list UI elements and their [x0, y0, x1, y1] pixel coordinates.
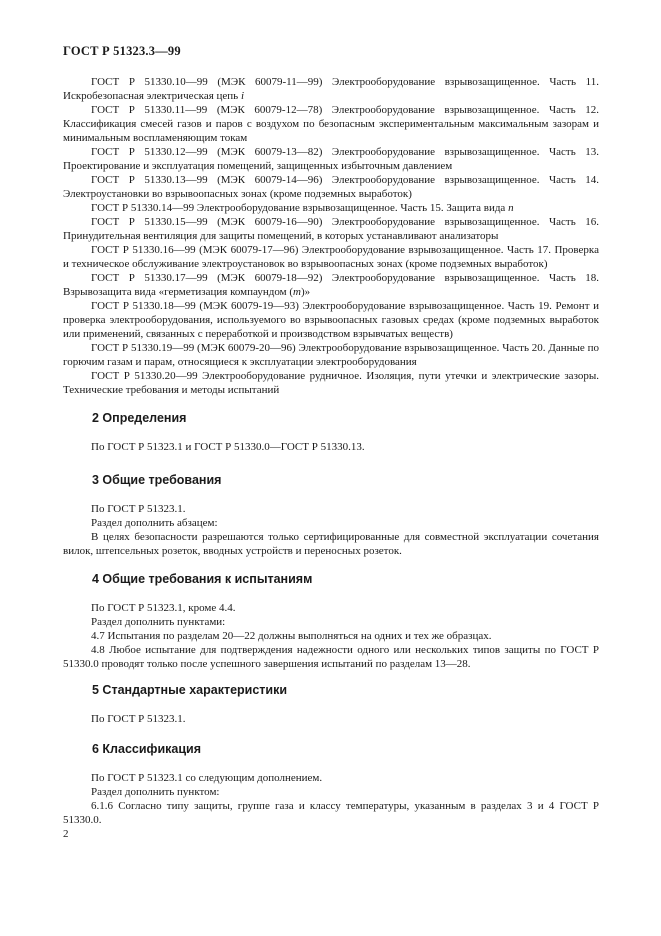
- page-number: 2: [63, 828, 69, 840]
- reference-item: ГОСТ Р 51330.16—99 (МЭК 60079-17—96) Электрооборудование взрывозащищенное. Часть 17. Проверка и техническое обслуживание электроустановок во взрывоопасных зонах (кроме подземных выработок): [63, 244, 599, 270]
- section-body: [63, 502, 599, 558]
- section-classification: [63, 741, 599, 827]
- reference-item: ГОСТ Р 51330.20—99 Электрооборудование рудничное. Изоляция, пути утечки и электрические зазоры. Технические требования и методы испытаний: [63, 370, 599, 396]
- reference-item: ГОСТ Р 51330.17—99 (МЭК 60079-18—92) Электрооборудование взрывозащищенное. Часть 18. Взрывозащита вида «герметизация компаундом (m)»: [63, 272, 599, 298]
- section-paragraph: По ГОСТ Р 51323.1.: [91, 713, 186, 725]
- section-definitions: [63, 410, 599, 454]
- section-paragraph: По ГОСТ Р 51323.1.: [91, 503, 186, 515]
- section-heading: 5 Стандартные характеристики: [92, 683, 288, 697]
- section-paragraph: Раздел дополнить пунктами:: [91, 616, 226, 628]
- section-paragraph: В целях безопасности разрешаются только сертифицированные для совместной эксплуатации сочетания вилок, штепсельных розеток, вводных устройств и переносных розеток.: [63, 531, 599, 557]
- section-standard-characteristics: [63, 682, 599, 726]
- normative-references-list: [63, 75, 599, 397]
- section-body: [63, 712, 599, 726]
- section-heading: 2 Определения: [92, 411, 187, 425]
- section-body: [63, 601, 599, 671]
- reference-item: ГОСТ Р 51330.12—99 (МЭК 60079-13—82) Электрооборудование взрывозащищенное. Часть 13. Проектирование и эксплуатация помещений, защищенных избыточным давлением: [63, 146, 599, 172]
- section-body: [63, 771, 599, 827]
- document-header: ГОСТ Р 51323.3—99: [63, 44, 181, 58]
- section-heading: 4 Общие требования к испытаниям: [92, 572, 313, 586]
- section-paragraph: По ГОСТ Р 51323.1 со следующим дополнением.: [91, 772, 323, 784]
- section-paragraph: Раздел дополнить абзацем:: [91, 517, 218, 529]
- section-body: [63, 440, 599, 454]
- section-paragraph: 6.1.6 Согласно типу защиты, группе газа и классу температуры, указанным в разделах 3 и 4 ГОСТ Р 51330.0.: [63, 800, 599, 826]
- section-general-requirements: [63, 472, 599, 558]
- section-paragraph: По ГОСТ Р 51323.1 и ГОСТ Р 51330.0—ГОСТ Р 51330.13.: [91, 441, 365, 453]
- reference-item: ГОСТ Р 51330.14—99 Электрооборудование взрывозащищенное. Часть 15. Защита вида n: [91, 202, 514, 214]
- reference-item: ГОСТ Р 51330.13—99 (МЭК 60079-14—96) Электрооборудование взрывозащищенное. Часть 14. Электроустановки во взрывоопасных зонах (кроме подземных выработок): [63, 174, 599, 200]
- reference-item: ГОСТ Р 51330.10—99 (МЭК 60079-11—99) Электрооборудование взрывозащищенное. Часть 11. Искробезопасная электрическая цепь i: [63, 76, 599, 102]
- section-paragraph: 4.7 Испытания по разделам 20—22 должны выполняться на одних и тех же образцах.: [91, 630, 492, 642]
- section-heading: 3 Общие требования: [92, 473, 222, 487]
- section-test-requirements: [63, 571, 599, 671]
- section-paragraph: По ГОСТ Р 51323.1, кроме 4.4.: [91, 602, 236, 614]
- reference-item: ГОСТ Р 51330.11—99 (МЭК 60079-12—78) Электрооборудование взрывозащищенное. Часть 12. Классификация смесей газов и паров с воздухом по безопасным экспериментальным максимальным зазорам и минимальным воспламеняющим токам: [63, 104, 599, 144]
- section-paragraph: Раздел дополнить пунктом:: [91, 786, 220, 798]
- section-heading: 6 Классификация: [92, 742, 202, 756]
- section-paragraph: 4.8 Любое испытание для подтверждения надежности одного или нескольких типов защиты по ГОСТ Р 51330.0 проводят только после успешного завершения испытаний по разделам 13—28.: [63, 644, 599, 670]
- reference-item: ГОСТ Р 51330.15—99 (МЭК 60079-16—90) Электрооборудование взрывозащищенное. Часть 16. Принудительная вентиляция для защиты помещений, в которых устанавливают анализаторы: [63, 216, 599, 242]
- reference-item: ГОСТ Р 51330.18—99 (МЭК 60079-19—93) Электрооборудование взрывозащищенное. Часть 19. Ремонт и проверка электрооборудования, используемого во взрывоопасных газовых средах (кроме подземных выработок или применений, связанных с переработкой и производством взрывчатых веществ): [63, 300, 599, 340]
- reference-item: ГОСТ Р 51330.19—99 (МЭК 60079-20—96) Электрооборудование взрывозащищенное. Часть 20. Данные по горючим газам и парам, относящиеся к эксплуатации электрооборудования: [63, 342, 599, 368]
